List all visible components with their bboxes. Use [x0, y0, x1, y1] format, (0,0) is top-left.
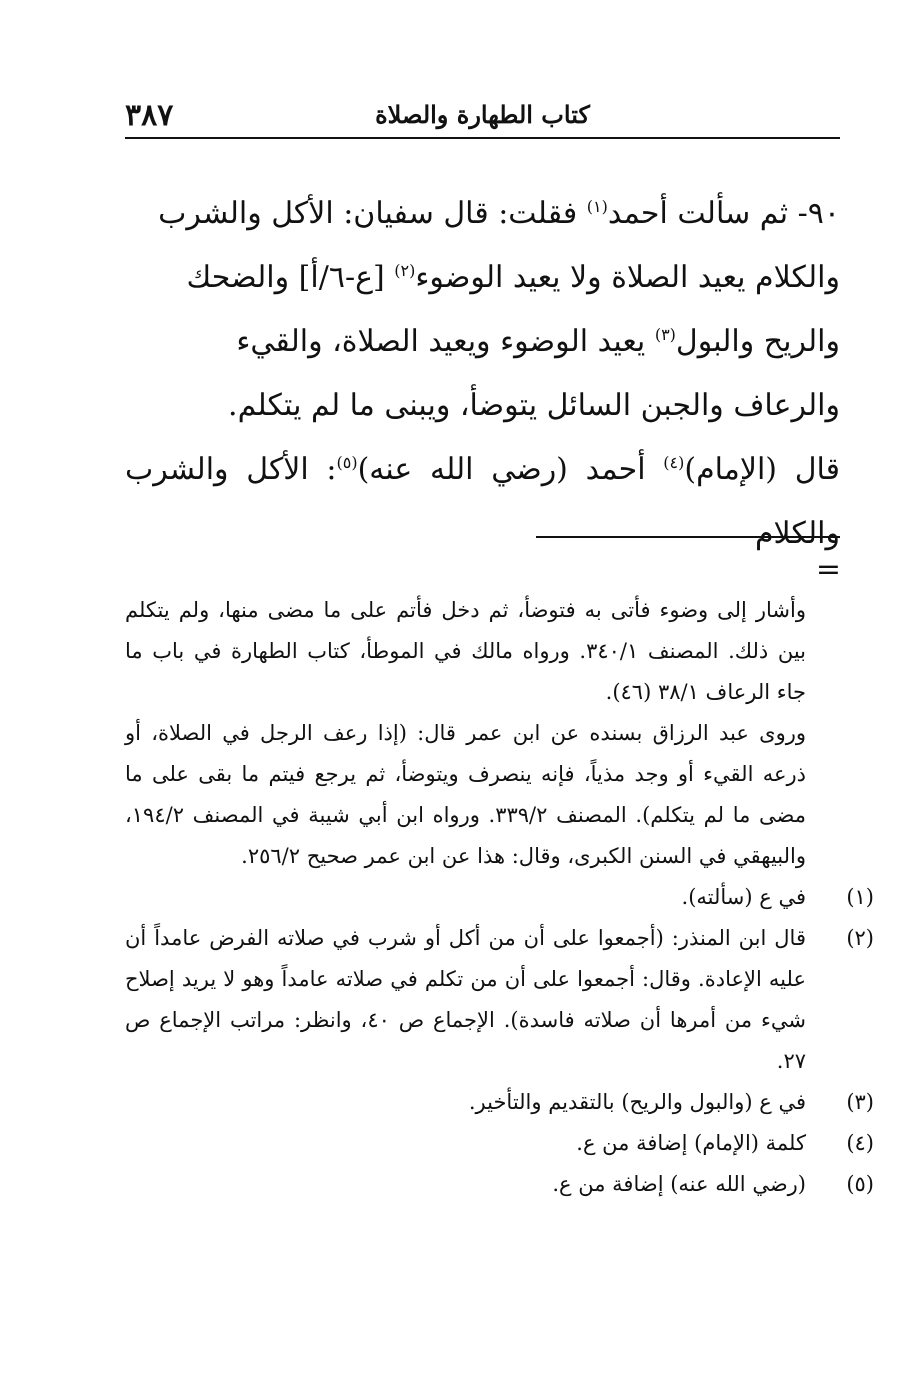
footnote-ref-1[interactable]: (١): [586, 197, 608, 216]
footnote-ref-3[interactable]: (٣): [654, 325, 676, 344]
paragraph-number: ٩٠-: [797, 196, 840, 231]
paragraph-text: ثم سألت أحمد: [607, 196, 798, 231]
footnote-text: (رضي الله عنه) إضافة من ع.: [552, 1172, 806, 1196]
footnotes: [125, 590, 874, 1205]
continuation-mark: =: [815, 552, 841, 587]
page-number: ٣٨٧: [125, 98, 174, 133]
footnote-continuation: وأشار إلى وضوء فأتى به فتوضأ، ثم دخل فأتم على ما مضى منها، ولم يتكلم بين ذلك. المصنف ٣٤٠/١. ورواه مالك في الموطأ، كتاب الطهارة في باب ما جاء الرعاف ٣٨/١ (٤٦).: [125, 598, 806, 704]
footnote-5: [125, 1164, 874, 1205]
footnote-continuation: وروى عبد الرزاق بسنده عن ابن عمر قال: (إذا رعف الرجل في الصلاة، أو ذرعه القيء أو وجد مذياً، فإنه ينصرف ويتوضأ، ثم يرجع فيتم ما بقى على ما مضى ما لم يتكلم). المصنف ٣٣٩/٢. ورواه ابن أبي شيبة في المصنف ١٩٤/٢، والبيهقي في السنن الكبرى، وقال: هذا عن ابن عمر صحيح ٢٥٦/٢.: [125, 721, 806, 868]
footnote-text: قال ابن المنذر: (أجمعوا على أن من أكل أو شرب في صلاته الفرض عامداً أن عليه الإعادة. وقال: أجمعوا على أن من تكلم في صلاته عامداً وهو لا يريد إصلاح شيء من أمرها أن صلاته فاسدة). الإجماع ص ٤٠، وانظر: مراتب الإجماع ص ٢٧.: [125, 926, 806, 1073]
running-title: كتاب الطهارة والصلاة: [375, 100, 590, 129]
footnote-text: في ع (والبول والريح) بالتقديم والتأخير.: [468, 1090, 806, 1114]
paragraph-text: يعيد الوضوء ويعيد الصلاة، والقيء والرعاف والجبن السائل يتوضأ، ويبنى ما لم يتكلم.: [228, 324, 840, 423]
footnote-number: (٤): [846, 1131, 874, 1155]
footnote-4: [125, 1123, 874, 1164]
paragraph-imam-ahmad: [125, 438, 840, 566]
paragraph-text: : الأكل والشرب والكلام: [125, 452, 840, 551]
footnote-ref-5[interactable]: (٥): [336, 453, 358, 472]
footnote-ref-4[interactable]: (٤): [663, 453, 685, 472]
main-text: [125, 182, 840, 566]
footnote-number: (٢): [846, 926, 874, 950]
footnote-ref-2[interactable]: (٢): [394, 261, 416, 280]
footnote-2: [125, 918, 874, 1082]
paragraph-text: قال (الإمام): [684, 452, 840, 487]
paragraph-text: فقلت: قال سفيان: الأكل والشرب والكلام يعيد الصلاة ولا يعيد الوضوء: [158, 196, 840, 295]
footnote-text: في ع (سألته).: [681, 885, 806, 909]
page-header: [125, 90, 840, 134]
paragraph-text: أحمد (رضي الله عنه): [357, 452, 664, 487]
footnote-text: كلمة (الإمام) إضافة من ع.: [576, 1131, 806, 1155]
footnote-number: (١): [846, 885, 874, 909]
footnote-number: (٥): [846, 1172, 874, 1196]
paragraph-text: [ع-٦/أ] والضحك والريح والبول: [186, 260, 840, 359]
footnote-3: [125, 1082, 874, 1123]
paragraph-90: [125, 182, 840, 438]
footnote-separator: [536, 536, 840, 538]
header-rule: [125, 137, 840, 139]
footnote-1: [125, 877, 874, 918]
footnote-number: (٣): [846, 1090, 874, 1114]
